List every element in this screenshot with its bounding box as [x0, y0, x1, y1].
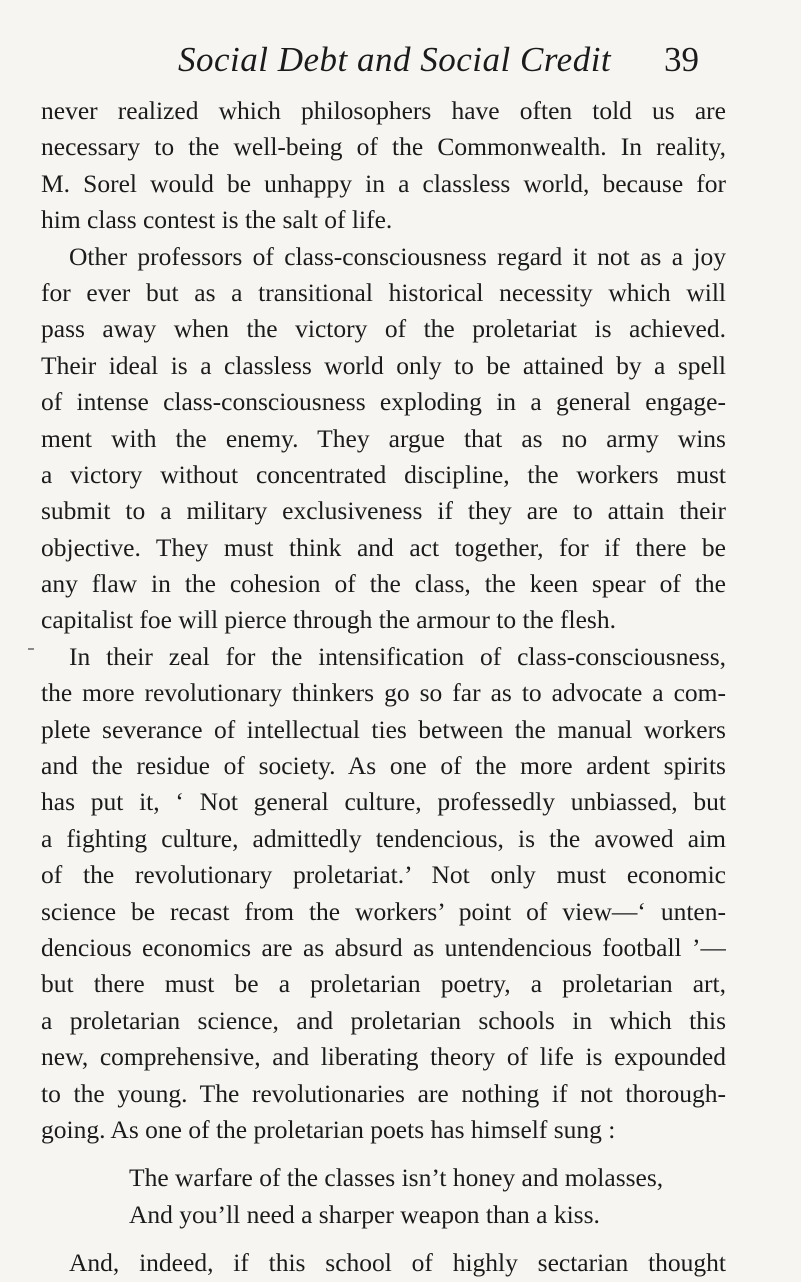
text-line: never realized which philosophers have often told us are [41, 96, 726, 125]
text-line: M. Sorel would be unhappy in a classless world, because for [41, 168, 726, 198]
body-text [41, 93, 726, 1282]
text-line: plete severance of intellectual ties between the manual workers [41, 714, 726, 744]
text-line: submit to a military exclusiveness if they are to attain their [41, 496, 726, 526]
spacer [41, 1233, 726, 1245]
text-line: a fighting culture, admittedly tendencious, is the avowed aim [41, 823, 726, 853]
text-line: going. As one of the proletarian poets has himself sung : [41, 1114, 616, 1144]
verse-line: The warfare of the classes isn’t honey and molasses, [129, 1163, 664, 1193]
text-line: Other professors of class-consciousness regard it not as a joy [69, 241, 726, 271]
paragraph [41, 93, 726, 239]
text-line: Their ideal is a classless world only to be attained by a spell [41, 350, 726, 380]
text-line: to the young. The revolutionaries are nothing if not thorough- [41, 1078, 726, 1108]
running-head [0, 38, 801, 88]
margin-mark [28, 648, 34, 650]
page-number: 39 [664, 40, 699, 79]
text-line: and the residue of society. As one of the more ardent spirits [41, 751, 726, 781]
text-line: the more revolutionary thinkers go so far as to advocate a com- [41, 678, 726, 708]
text-line: In their zeal for the intensification of class-consciousness, [69, 641, 726, 671]
text-line: but there must be a proletarian poetry, a proletarian art, [41, 969, 726, 999]
text-line: of the revolutionary proletariat.’ Not only must economic [41, 860, 726, 890]
text-line: ment with the enemy. They argue that as no army wins [41, 423, 726, 453]
text-line: objective. They must think and act together, for if there be [41, 532, 726, 562]
text-line: for ever but as a transitional historical necessity which will [41, 277, 726, 307]
text-line: a victory without concentrated discipline, the workers must [41, 459, 726, 489]
text-line: him class contest is the salt of life. [41, 205, 393, 235]
text-line: has put it, ‘ Not general culture, professedly unbiassed, but [41, 787, 726, 817]
paragraph [41, 1245, 726, 1281]
text-line: a proletarian science, and proletarian schools in which this [41, 1005, 726, 1035]
text-line: capitalist foe will pierce through the armour to the flesh. [41, 605, 616, 635]
verse-quotation [129, 1160, 726, 1233]
running-title: Social Debt and Social Credit [178, 40, 612, 79]
text-line: dencious economics are as absurd as untendencious football ’— [41, 932, 726, 962]
paragraph [41, 639, 726, 1148]
text-line: necessary to the well-being of the Commonwealth. In reality, [41, 132, 726, 162]
text-line: any flaw in the cohesion of the class, the keen spear of the [41, 569, 726, 599]
text-line: pass away when the victory of the proletariat is achieved. [41, 314, 726, 344]
spacer [41, 1148, 726, 1160]
paragraph [41, 239, 726, 639]
text-line: And, indeed, if this school of highly sectarian thought [69, 1248, 726, 1278]
text-line: new, comprehensive, and liberating theory of life is expounded [41, 1042, 726, 1072]
verse-line: And you’ll need a sharper weapon than a kiss. [129, 1199, 600, 1229]
text-line: science be recast from the workers’ point of view—‘ unten- [41, 896, 726, 926]
text-line: of intense class-consciousness exploding in a general engage- [41, 387, 726, 417]
